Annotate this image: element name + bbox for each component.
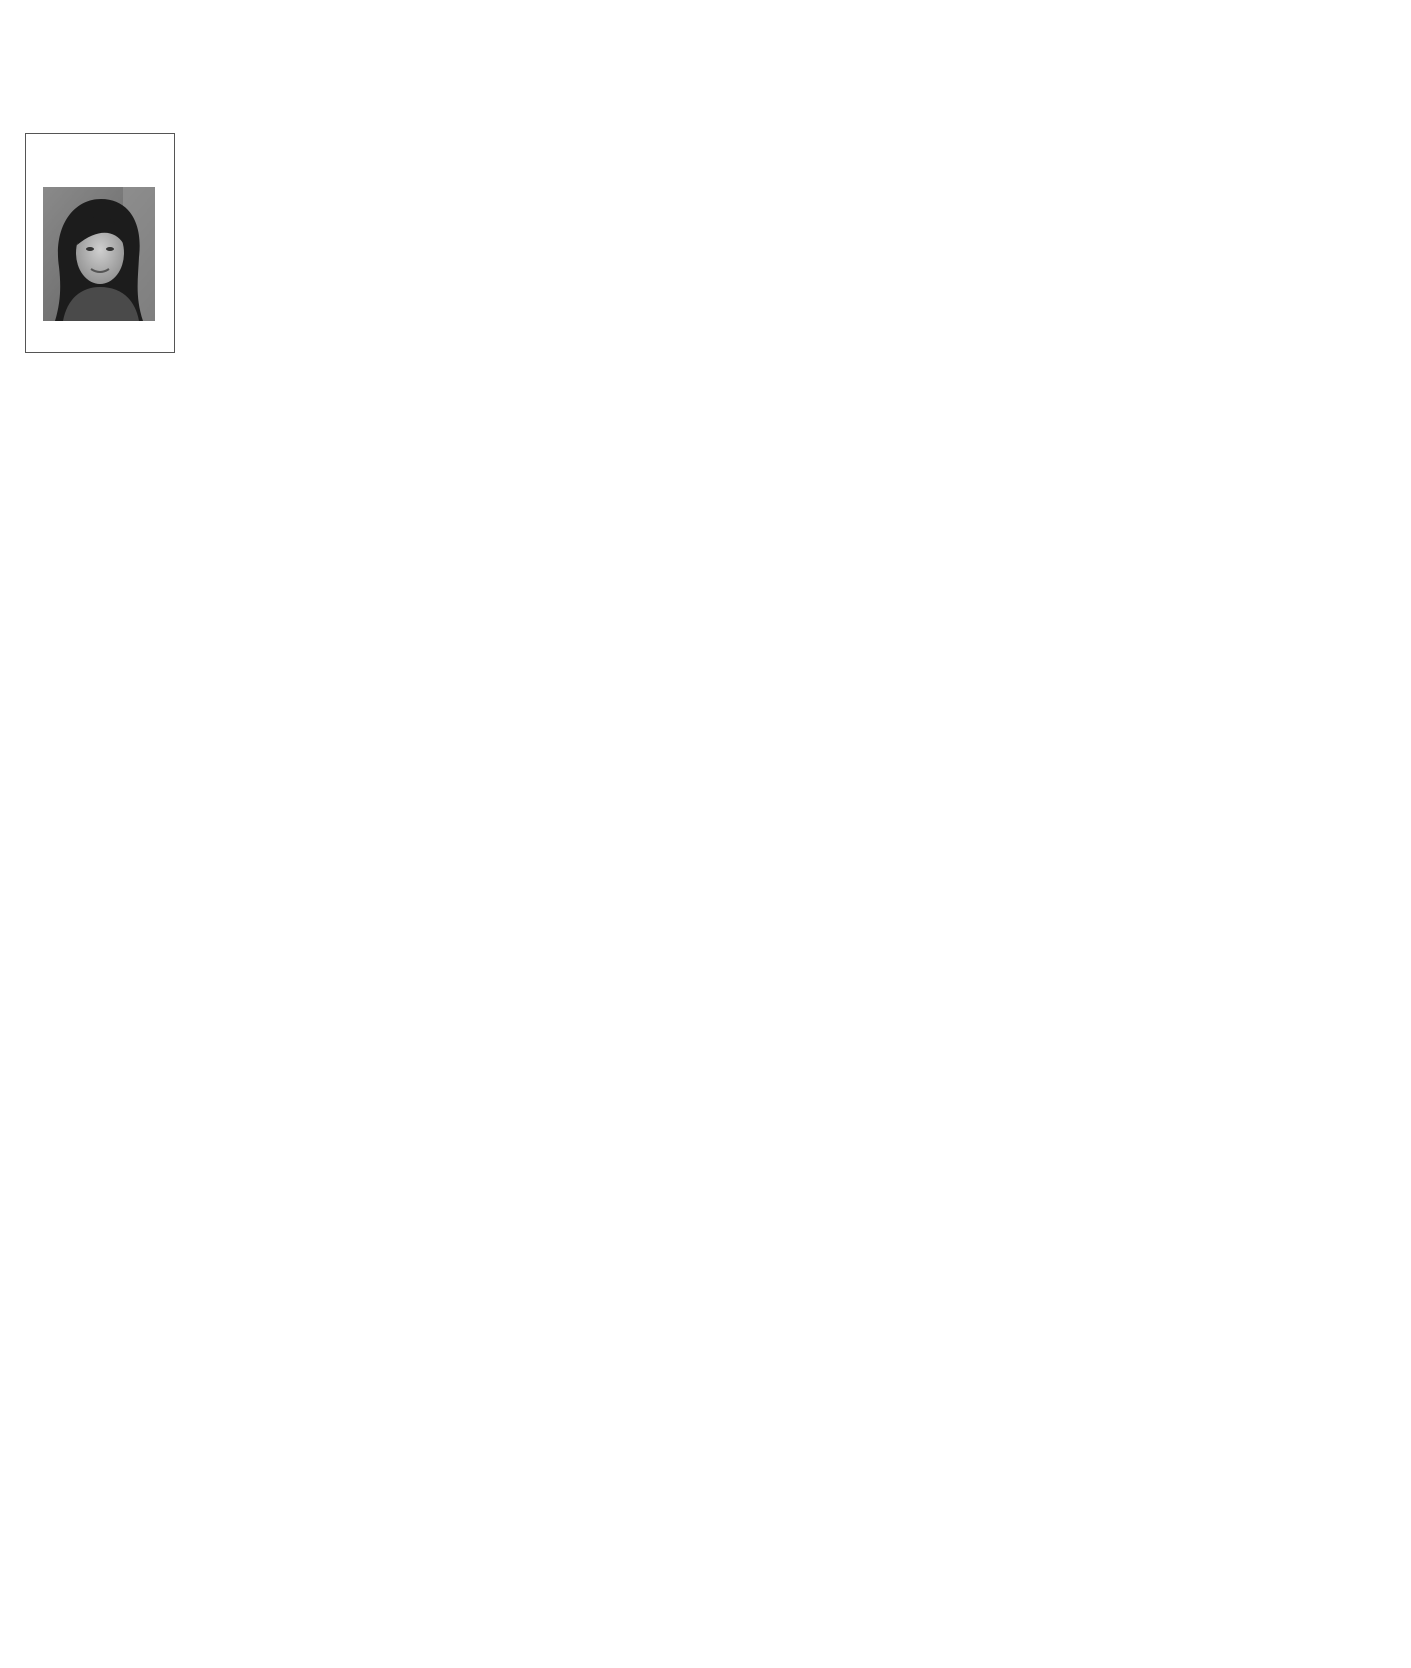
intro-top [192,133,348,137]
headline [0,0,1411,112]
column-box [25,133,175,353]
author-portrait [43,187,155,321]
